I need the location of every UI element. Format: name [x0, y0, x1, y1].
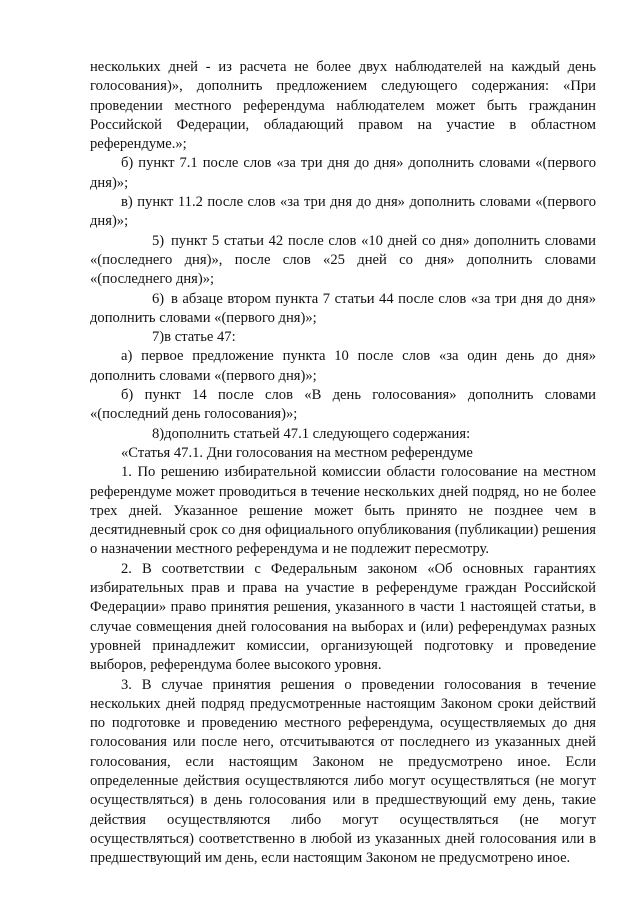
item-5-reference: пункт 5 статьи 42: [171, 232, 284, 249]
item-7-text: в статье 47:: [164, 329, 236, 346]
paragraph-item-8: [90, 425, 596, 444]
paragraph-item-7-b: б) пункт 14 после слов «В день голосования» дополнить словами «(последний день голосования)»;: [90, 387, 596, 423]
article-part-1: 1. По решению избирательной комиссии области голосование на местном референдуме может проводиться в течение нескольких дней подряд, но не более трех дней. Указанное решение может быть принято не позднее чем в десятидневный срок со дня официального опубликования (публикации) решения о назначении местного референдума и не подлежит пересмотру.: [90, 464, 596, 558]
paragraph-item-b-7-1: б) пункт 7.1 после слов «за три дня до дня» дополнить словами «(первого дня)»;: [90, 155, 596, 191]
paragraph-item-5: [90, 232, 596, 290]
article-heading: «Статья 47.1. Дни голосования на местном референдуме: [121, 444, 473, 461]
paragraph-item-6: [90, 290, 596, 329]
paragraph-item-v-11-2: в) пункт 11.2 после слов «за три дня до дня» дополнить словами «(первого дня)»;: [90, 194, 596, 230]
item-number-5: 5): [152, 232, 165, 249]
item-8-text: дополнить статьей 47.1 следующего содержания:: [164, 425, 471, 442]
paragraph-continuation: нескольких дней - из расчета не более двух наблюдателей на каждый день голосования)», дополнить предложением следующего содержания: «При проведении местного референдума наблюдателем может быть гражданин Российской Федерации, обладающий правом на участие в областном референдуме.»;: [90, 59, 596, 153]
item-6-text: в абзаце втором пункта 7 статьи 44 после слов «за три дня до дня» дополнить словами «(первого дня)»;: [90, 290, 596, 326]
item-number-8: 8): [152, 425, 165, 442]
document-page: [90, 58, 596, 868]
item-number-7: 7): [152, 329, 165, 346]
paragraph-item-7: [90, 328, 596, 347]
article-part-3: 3. В случае принятия решения о проведении голосования в течение нескольких дней подряд предусмотренные настоящим Законом сроки действий по подготовке и проведению местного референдума, осуществляемых до дня голосования или после него, отсчитываются от последнего из указанных дней голосования, если настоящим Законом не предусмотрено иное. Если определенные действия осуществляются либо могут осуществляться (не могут осуществляться) в день голосования или в предшествующий ему день, такие действия осуществляются либо могут осуществляться (не могут осуществляться) соответственно в любой из указанных дней голосования или в предшествующий им день, если настоящим Законом не предусмотрено иное.: [90, 676, 596, 867]
item-number-6: 6): [152, 290, 165, 307]
item-5-text: после слов «10 дней со дня» дополнить словами «(последнего дня)», после слов «25 дней со дня» дополнить словами «(последнего дня)»;: [90, 232, 596, 288]
paragraph-item-7-a: а) первое предложение пункта 10 после слов «за один день до дня» дополнить словами «(первого дня)»;: [90, 348, 596, 384]
article-part-2: 2. В соответствии с Федеральным законом «Об основных гарантиях избирательных прав и права на участие в референдуме граждан Российской Федерации» право принятия решения, указанного в части 1 настоящей статьи, в случае совмещения дней голосования на выборах и (или) референдумах разных уровней принадлежит комиссии, организующей подготовку и проведение выборов, референдума более высокого уровня.: [90, 560, 596, 674]
